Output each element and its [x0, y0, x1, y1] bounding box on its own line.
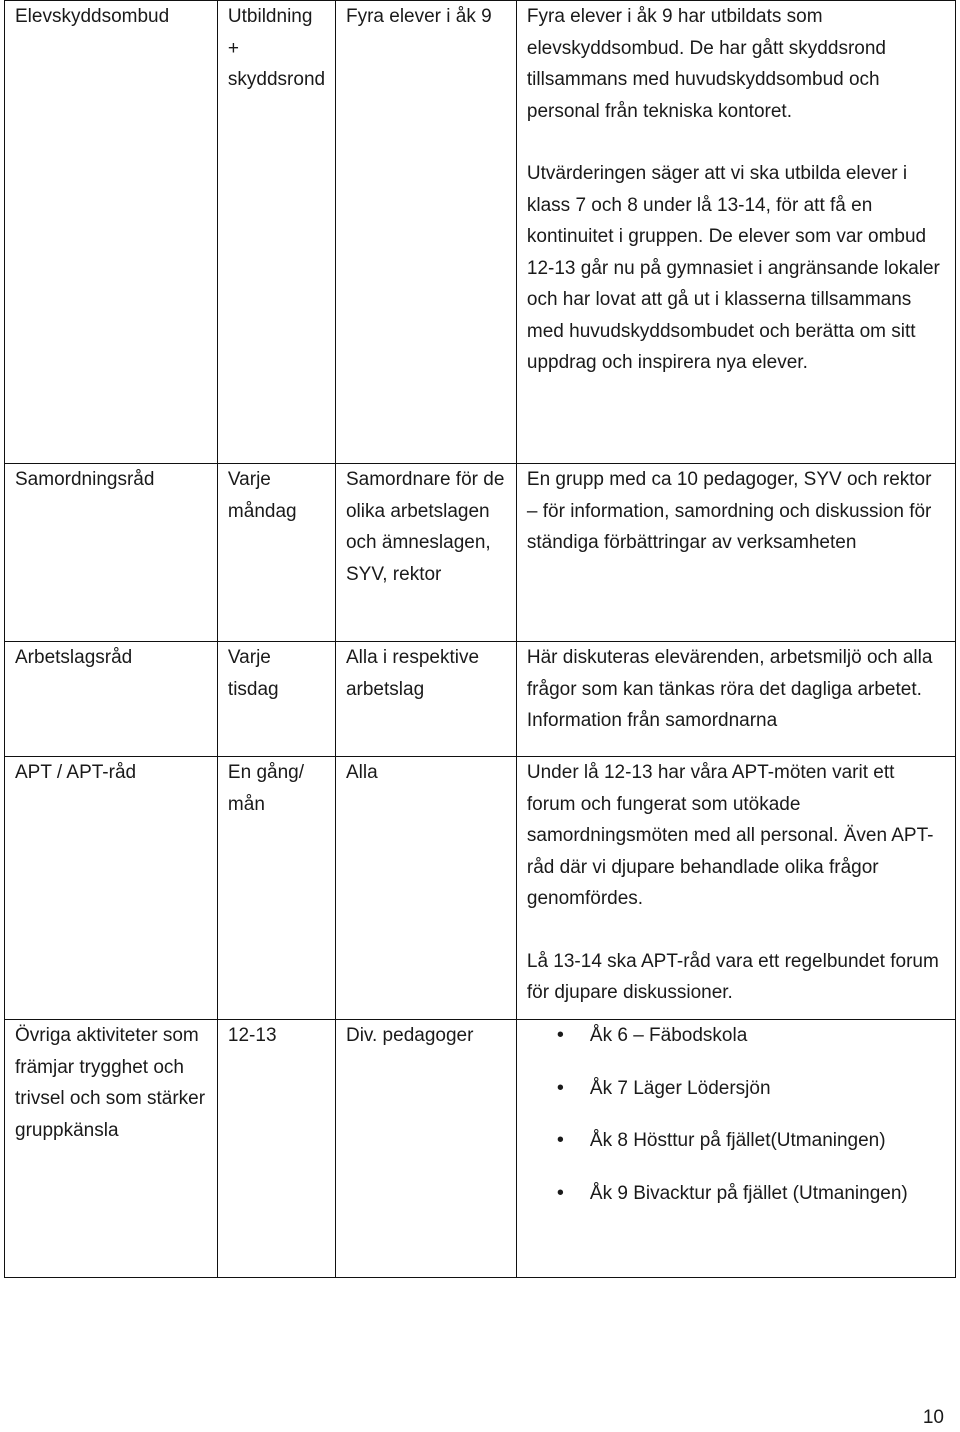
activity-cell: Samordningsråd [5, 464, 218, 642]
who-cell: Div. pedagoger [335, 1020, 516, 1278]
who-cell: Fyra elever i åk 9 [335, 1, 516, 464]
table-row [5, 1, 956, 464]
description-cell [516, 1, 955, 464]
list-item: • Åk 9 Bivacktur på fjället (Utmaningen) [527, 1178, 945, 1210]
who-cell: Alla [335, 757, 516, 1020]
activity-cell: Arbetslagsråd [5, 642, 218, 757]
list-item: • Åk 7 Läger Lödersjön [527, 1073, 945, 1105]
table-row [5, 757, 956, 1020]
description-paragraph: Lå 13-14 ska APT-råd vara ett regelbundet forum för djupare diskussioner. [526, 950, 939, 1003]
list-item: • Åk 6 – Fäbodskola [527, 1020, 945, 1052]
table-row [5, 1020, 956, 1278]
activity-cell: Övriga aktiviteter som främjar trygghet och trivsel och som stärker gruppkänsla [5, 1020, 218, 1278]
description-cell [516, 757, 955, 1020]
description-cell [516, 1020, 955, 1278]
who-cell: Alla i respektive arbetslag [335, 642, 516, 757]
description-paragraph: Fyra elever i åk 9 har utbildats som elevskyddsombud. De har gått skyddsrond tillsammans med huvudskyddsombud och personal från tekniska kontoret. [526, 6, 886, 122]
description-paragraph: Utvärderingen säger att vi ska utbilda elever i klass 7 och 8 under lå 13-14, för att få en kontinuitet i gruppen. De elever som var ombud 12-13 går nu på gymnasiet i angränsande lokaler och har lovat att gå ut i klasserna tillsammans med huvudskyddsombudet och berätta om sitt uppdrag och inspirera nya elever. [526, 163, 940, 373]
list-item: • Åk 8 Hösttur på fjället(Utmaningen) [527, 1125, 945, 1157]
when-cell: 12-13 [217, 1020, 335, 1278]
activity-cell: Elevskyddsombud [5, 1, 218, 464]
description-paragraph: Under lå 12-13 har våra APT-möten varit ett forum och fungerat som utökade samordningsmöten med all personal. Även APT-råd där vi djupare behandlade olika frågor genomfördes. [526, 762, 934, 909]
description-cell [516, 464, 955, 642]
when-cell: Varje måndag [217, 464, 335, 642]
description-paragraph: Här diskuteras elevärenden, arbetsmiljö och alla frågor som kan tänkas röra det dagliga arbetet. Information från samordnarna [526, 647, 933, 731]
when-cell: En gång/ mån [217, 757, 335, 1020]
when-cell: Utbildning + skyddsrond [217, 1, 335, 464]
table-row [5, 642, 956, 757]
activities-bullet-list [527, 1020, 945, 1209]
when-cell: Varje tisdag [217, 642, 335, 757]
table-row [5, 464, 956, 642]
who-cell: Samordnare för de olika arbetslagen och ämneslagen, SYV, rektor [335, 464, 516, 642]
activity-cell: APT / APT-råd [5, 757, 218, 1020]
page-number: 10 [922, 1407, 944, 1428]
description-paragraph: En grupp med ca 10 pedagoger, SYV och rektor – för information, samordning och diskussion för ständiga förbättringar av verksamheten [526, 469, 932, 553]
activities-table [4, 0, 956, 1278]
description-cell [516, 642, 955, 757]
